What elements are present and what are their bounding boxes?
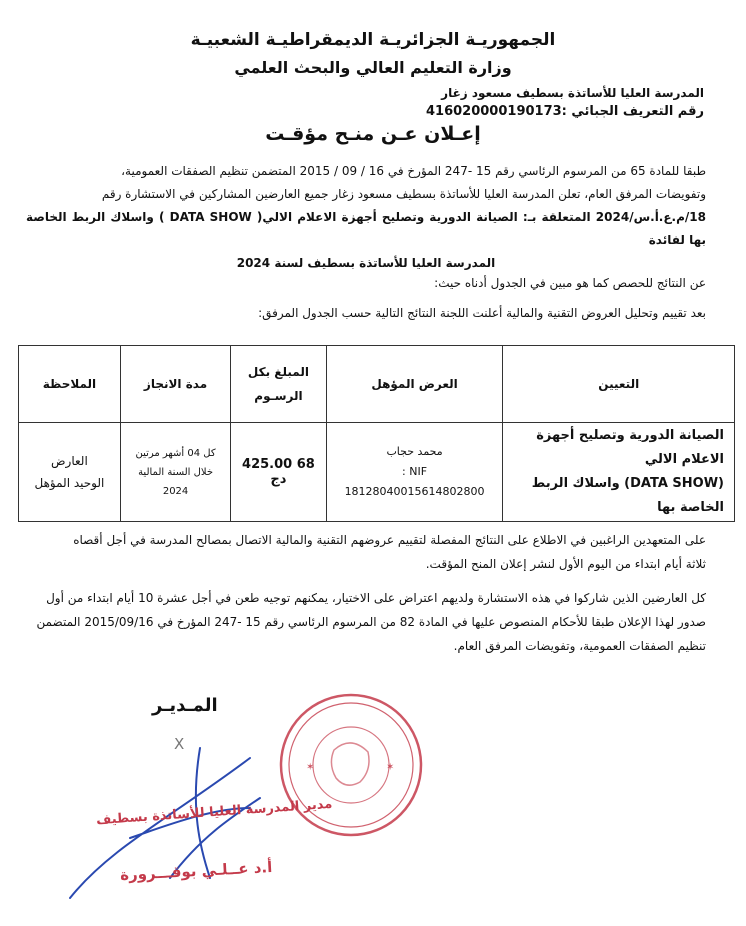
x-mark: X bbox=[174, 735, 185, 753]
note-line: الوحيد المؤهل bbox=[34, 476, 105, 490]
tax-id: رقم التعريف الجبائي :416020000190173 bbox=[425, 104, 704, 119]
intro-line: 18/م.ع.أ.س/2024 المتعلقة بـ: الصيانة الدورية وتصليح أجهزة الاعلام الالي( DATA SHOW ) واسلاك الربط الخاصة بها لفائدة bbox=[26, 210, 706, 247]
note-line: العارض bbox=[51, 454, 88, 468]
republic-header: الجمهوريـة الجزائريـة الديمقراطيـة الشعبيـة bbox=[190, 30, 556, 50]
table-row bbox=[19, 423, 735, 522]
header-period: مدة الانجاز bbox=[120, 346, 230, 423]
offer-nif-label: NIF : bbox=[402, 465, 428, 478]
table-header-row bbox=[19, 346, 735, 423]
school-name: المدرسة العليا للأساتذة بسطيف مسعود زغار bbox=[441, 86, 704, 100]
header-offer: العرض المؤهل bbox=[326, 346, 503, 423]
row-offer bbox=[326, 423, 503, 522]
period-line: خلال السنة المالية bbox=[138, 466, 214, 478]
footer-line: على المتعهدين الراغبين في الاطلاع على النتائج المفصلة لتقييم عروضهم التقنية والمالية الاتصال بمصالح المدرسة في أجل أقصاه bbox=[73, 533, 706, 547]
intro-line: المدرسة العليا للأساتذة بسطيف لسنة 2024 bbox=[236, 256, 496, 270]
designation-line: (DATA SHOW) واسلاك الربط الخاصة بها bbox=[531, 476, 724, 515]
period-line: كل 04 أشهر مرتين bbox=[135, 447, 216, 459]
designation-line: الصيانة الدورية وتصليح أجهزة الاعلام الالي bbox=[536, 428, 724, 467]
header-designation: التعيين bbox=[503, 346, 735, 423]
intro-line: وتفويضات المرفق العام، تعلن المدرسة العليا للأساتذة بسطيف مسعود زغار جميع العارضين المشاركين في الاستشارة رقم bbox=[101, 187, 706, 201]
offer-name: محمد حجاب bbox=[386, 445, 443, 458]
row-designation bbox=[503, 423, 735, 522]
footer-line: كل العارضين الذين شاركوا في هذه الاستشارة ولديهم اعتراض على الاختيار، يمكنهم توجيه طعن في أجل عشرة 10 أيام ابتداء من أول bbox=[46, 591, 706, 605]
results-table bbox=[18, 345, 735, 522]
offer-nif-number: 18128040015614802800 bbox=[344, 485, 485, 498]
svg-text:✶: ✶ bbox=[386, 762, 395, 773]
footer-line: صدور لهذا الإعلان طبقا للأحكام المنصوص عليها في المادة 82 من المرسوم الرئاسي رقم 15 -247 المؤرخ في 2015/09/16 المتضمن bbox=[36, 615, 706, 629]
footer-line: ثلاثة أيام ابتداء من اليوم الأول لنشر إعلان المنح المؤقت. bbox=[425, 557, 706, 571]
header-amount-line: المبلغ بكل bbox=[247, 365, 309, 379]
row-amount: 68 425.00 دج bbox=[231, 423, 326, 522]
ministry-header: وزارة التعليم العالي والبحث العلمي bbox=[234, 58, 512, 77]
row-period bbox=[120, 423, 230, 522]
director-name: أ.د عــلـي بوقـــرورة bbox=[119, 858, 273, 884]
announcement-title: إعـلان عـن منـح مؤقـت bbox=[265, 123, 481, 145]
footer-line: تنظيم الصفقات العمومية، وتفويضات المرفق العام. bbox=[453, 639, 706, 653]
header-amount bbox=[231, 346, 326, 423]
footer-paragraph-1 bbox=[26, 528, 706, 576]
footer-paragraph-2 bbox=[26, 586, 706, 658]
official-stamp bbox=[276, 690, 426, 840]
header-note: الملاحظة bbox=[19, 346, 121, 423]
stamp-title: مدير المدرسة العليا للأساتذة بسطيف bbox=[95, 796, 333, 829]
results-line: عن النتائج للحصص كما هو مبين في الجدول أدناه حيث: bbox=[434, 276, 706, 290]
intro-line: طبقا للمادة 65 من المرسوم الرئاسي رقم 15 -247 المؤرخ في 16 / 09 / 2015 المتضمن تنظيم الصفقات العمومية، bbox=[121, 164, 706, 178]
period-line: 2024 bbox=[162, 485, 189, 497]
intro-paragraph bbox=[26, 160, 706, 275]
row-note bbox=[19, 423, 121, 522]
svg-text:✶: ✶ bbox=[306, 762, 315, 773]
header-amount-line: الرسـوم bbox=[254, 389, 303, 403]
evaluation-line: بعد تقييم وتحليل العروض التقنية والمالية أعلنت اللجنة النتائج التالية حسب الجدول المرفق: bbox=[258, 306, 706, 320]
director-label: المـديـر bbox=[152, 695, 218, 716]
